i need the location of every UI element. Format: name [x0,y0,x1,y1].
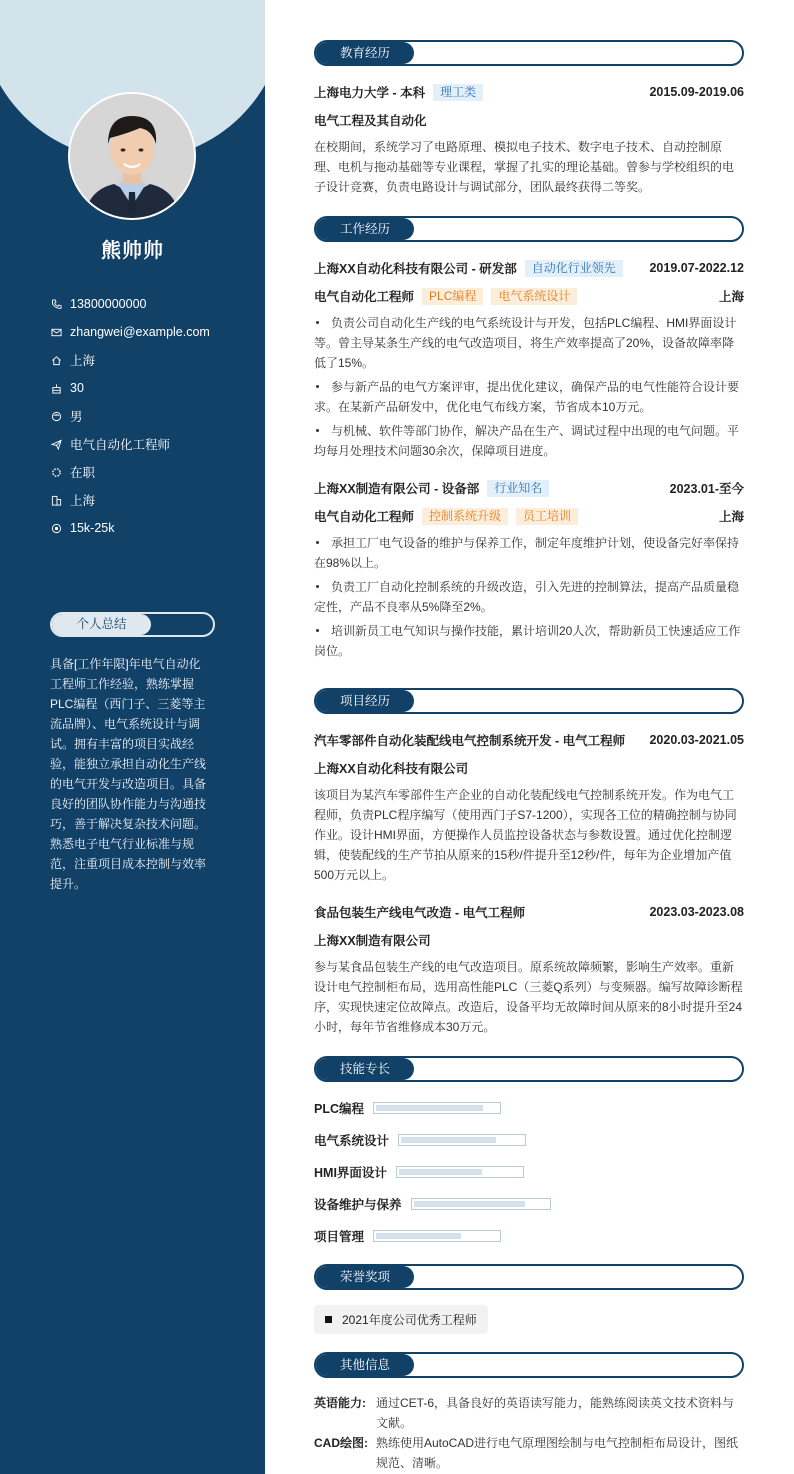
job-company: 上海XX制造有限公司 - 设备部 [314,482,480,496]
job-role: 电气自动化工程师 [314,290,415,304]
list-item: 负责公司自动化生产线的电气系统设计与开发，包括PLC编程、HMI界面设计等。曾主导某条生产线的电气改造项目，将生产效率提高了20%，设备故障率降低了15%。 [314,316,737,370]
list-item: 与机械、软件等部门协作，解决产品在生产、调试过程中出现的电气问题。平均每月处理技术问题30余次，保障项目进度。 [314,424,740,458]
bullet-square-icon [325,1316,332,1323]
education-date: 2015.09-2019.06 [649,85,744,99]
summary-text: 具备[工作年限]年电气自动化工程师工作经验，熟练掌握PLC编程（西门子、三菱等主流品牌）、电气系统设计与调试。拥有丰富的项目实战经验，能独立承担自动化生产线的电气开发与改造项目。具备良好的团队协作能力与沟通技巧，善于解决复杂技术问题。熟悉电子电气行业标准与规范，注重项目成本控制与效率提升。 [50,657,207,891]
job-company-tag: 行业知名 [487,480,549,497]
project-name: 汽车零部件自动化装配线电气控制系统开发 - 电气工程师 [314,734,626,748]
education-description: 在校期间，系统学习了电路原理、模拟电子技术、数字电子技术、自动控制原理、电机与拖动基础等专业课程，掌握了扎实的理论基础。曾参与学校组织的电子设计竞赛，负责电路设计与调试部分，团队最终获得二等奖。 [314,140,735,194]
job-header [314,479,744,497]
avatar [68,92,196,220]
skill-item: 设备维护与保养 [314,1196,551,1212]
job-duties [314,533,744,665]
job-role: 电气自动化工程师 [314,510,415,524]
job-skill-tag: PLC编程 [422,288,483,305]
award-item: 2021年度公司优秀工程师 [314,1305,488,1334]
mail-icon [50,326,62,338]
project-date: 2023.03-2023.08 [649,905,744,919]
education-major: 电气工程及其自动化 [314,114,427,128]
portrait-image [70,94,194,218]
contact-age: 30 [50,374,210,402]
skill-bar [411,1198,551,1210]
status-icon [50,466,62,478]
skill-bar [373,1102,501,1114]
projects-section-title: 项目经历 [314,688,744,714]
contact-city: 上海 [50,486,210,514]
education-major-row [314,111,744,129]
contact-status: 在职 [50,458,210,486]
home-icon [50,354,62,366]
project-description: 该项目为某汽车零部件生产企业的自动化装配线电气控制系统开发。作为电气工程师，负责PLC程序编写（使用西门子S7-1200），实现各工位的精确控制与协同作业。设计HMI界面，方便操作人员监控设备状态与参数设置。通过优化控制逻辑，使装配线的生产节拍从原来的15秒/件提升至12秒/件，每年为企业增加产值500万元以上。 [314,788,737,882]
sidebar [0,0,265,1474]
awards-section-title: 荣誉奖项 [314,1264,744,1290]
list-item: 负责工厂自动化控制系统的升级改造，引入先进的控制算法，提高产品质量稳定性，产品不良率从5%降至2%。 [314,580,740,614]
skill-item: 项目管理 [314,1228,501,1244]
project-header [314,731,744,749]
job-header [314,259,744,277]
contact-salary: 15k-25k [50,514,210,542]
skills-section-title: 技能专长 [314,1056,744,1082]
list-item: 参与新产品的电气方案评审，提出优化建议，确保产品的电气性能符合设计要求。在某新产品研发中，优化电气布线方案，节省成本10万元。 [314,380,740,414]
job-company: 上海XX自动化科技有限公司 - 研发部 [314,262,517,276]
school-name: 上海电力大学 - 本科 [314,86,426,100]
contact-list [50,290,210,542]
job-duties [314,313,744,465]
education-tag: 理工类 [433,84,483,101]
contact-home: 上海 [50,346,210,374]
building-icon [50,494,62,506]
job-company-tag: 自动化行业领先 [525,260,623,277]
job-role-row [314,287,744,305]
send-icon [50,438,62,450]
job-skill-tag: 控制系统升级 [422,508,508,525]
skill-item: PLC编程 [314,1100,501,1116]
phone-icon [50,298,62,310]
job-city: 上海 [718,510,744,524]
job-role-row [314,507,744,525]
skill-item: HMI界面设计 [314,1164,524,1180]
work-section-title: 工作经历 [314,216,744,242]
contact-position: 电气自动化工程师 [50,430,210,458]
job-city: 上海 [718,290,744,304]
gender-icon [50,410,62,422]
info-row: CAD绘图: 熟练使用AutoCAD进行电气原理图绘制与电气控制柜布局设计，图纸规范、清晰。 [314,1436,739,1470]
skill-bar [398,1134,526,1146]
contact-gender: 男 [50,402,210,430]
summary-section-title: 个人总结 [50,612,215,637]
other-section-title: 其他信息 [314,1352,744,1378]
skill-item: 电气系统设计 [314,1132,526,1148]
project-description: 参与某食品包装生产线的电气改造项目。原系统故障频繁，影响生产效率。重新设计电气控制柜布局，选用高性能PLC（三菱Q系列）与变频器。编写故障诊断程序，实现快速定位故障点。改造后，设备平均无故障时间从原来的8小时提升至24小时，每年节省维修成本30万元。 [314,960,743,1034]
job-skill-tag: 员工培训 [516,508,578,525]
candidate-name: 熊帅帅 [101,240,164,262]
contact-phone: 13800000000 [50,290,210,318]
info-row: 英语能力: 通过CET-6，具备良好的英语读写能力，能熟练阅读英文技术资料与文献。 [314,1396,735,1430]
job-date: 2019.07-2022.12 [649,261,744,275]
education-section-title: 教育经历 [314,40,744,66]
age-icon [50,382,62,394]
list-item: 承担工厂电气设备的维护与保养工作，制定年度维护计划，使设备完好率保持在98%以上。 [314,536,740,570]
skill-bar [373,1230,501,1242]
project-header [314,903,744,921]
education-header [314,83,744,101]
list-item: 培训新员工电气知识与操作技能，累计培训20人次，帮助新员工快速适应工作岗位。 [314,624,741,658]
job-date: 2023.01-至今 [669,482,744,496]
project-company-row [314,931,744,949]
skill-bar [396,1166,524,1178]
project-date: 2020.03-2021.05 [649,733,744,747]
project-company: 上海XX制造有限公司 [314,934,431,948]
job-skill-tag: 电气系统设计 [491,288,577,305]
salary-icon [50,522,62,534]
project-company: 上海XX自动化科技有限公司 [314,762,469,776]
project-company-row [314,759,744,777]
project-name: 食品包装生产线电气改造 - 电气工程师 [314,906,526,920]
contact-email: zhangwei@example.com [50,318,210,346]
